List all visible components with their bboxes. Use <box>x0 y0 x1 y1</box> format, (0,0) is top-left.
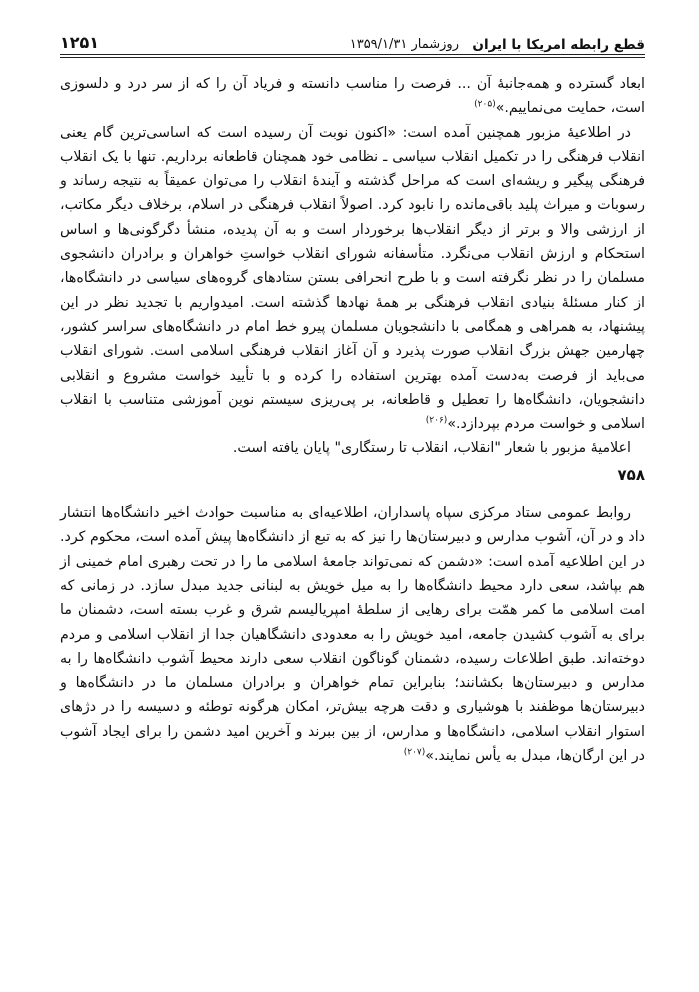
footnote-ref: (۲۰۶) <box>425 415 448 426</box>
running-header <box>60 28 645 58</box>
paragraph-closing: اعلامیهٔ مزبور با شعار "انقلاب، انقلاب تا رستگاری" پایان یافته است. <box>232 440 631 457</box>
page-number: ۱۲۵۱ <box>60 33 100 52</box>
header-rule-secondary <box>60 57 645 58</box>
paragraph-continuation: ابعاد گسترده و همه‌جانبهٔ آن ... فرصت را مناسب دانسته و فریاد آن را که از سر درد و دلسوزی است، حمایت می‌نماییم.»$^{(۲۰۵)}$ <box>60 76 645 117</box>
book-page <box>60 28 645 968</box>
paragraph-irgc-statement: روابط عمومی ستاد مرکزی سپاه پاسداران، اطلاعیه‌ای به مناسبت حوادث اخیر دانشگاه‌ها انتشار داد و در آن، آشوب مدارس و دبیرستان‌ها را نیز که به تبع از دانشگاه‌ها پیش آمده است، محکوم کرد. در این اطلاعیه آمده است: «دشمن که نمی‌تواند جامعهٔ اسلامی ما را در تحت رهبری امام خمینی از هم بپاشد، سعی دارد محیط دانشگاه‌ها را به میل خویش به لبنانی جدید مبدل سازد. در زمانی که امت اسلامی ما کمر همّت برای رهایی از سلطهٔ امپریالیسم شرق و غرب بسته است، دشمنان ما برای به آشوب کشیدن جامعه، امید خویش را به معدودی دانشگاهیان جدا از انقلاب اسلامی و مردم دوخته‌اند. طبق اطلاعات رسیده، دشمنان گوناگون انقلاب سعی دارند محیط آشوب دانشگاه‌ها را به مدارس و دبیرستان‌ها بکشانند؛ بنابراین تمام خواهران و برادران مسلمان ما در دانشگاه‌ها و دبیرستان‌ها موظفند با هوشیاری و دقت هرچه بیش‌تر، امکان هرگونه توطئه و دسیسه را در دژهای استوار انقلاب اسلامی، دانشگاه‌ها و مدارس، از بین ببرند و آخرین امید دشمن را برای ایجاد آشوب در این ارگان‌ها، مبدل به یأس نمایند.»$^{(۲۰۷)}$ <box>60 505 645 765</box>
book-title: قطع رابطه امریکا با ایران <box>472 37 645 53</box>
footnote-ref: (۲۰۷) <box>403 747 426 758</box>
entry-number: ۷۵۸ <box>617 465 645 484</box>
body-text <box>60 72 645 768</box>
footnote-ref: (۲۰۵) <box>474 99 496 110</box>
chronology-date: روزشمار ۱۳۵۹/۱/۳۱ <box>349 37 459 52</box>
header-rule <box>60 54 645 55</box>
paragraph-statement: در اطلاعیهٔ مزبور همچنین آمده است: «اکنون نوبت آن رسیده است که اساسی‌ترین گام یعنی انقلاب فرهنگی را در تکمیل انقلاب سیاسی ـ نظامی خود همچنان قاطعانه برداریم. تنها با یک انقلاب فرهنگی پیگیر و ریشه‌ای است که مراحل گذشته و آیندهٔ انقلاب را می‌توان عمیقاً به نتیجه رساند و رسوبات و میراث پلید باقی‌مانده را نابود کرد. اصولاً انقلاب فرهنگی در اسلام، برخلاف دیگر مکاتب، از ارزشی والا و برتر از دیگر انقلاب‌ها برخوردار است و به آن پدیده، منشأ دگرگونی‌ها و اساس استحکام و ارزش انقلاب می‌نگرد. متأسفانه شورای انقلاب خواستِ خواهران و برادران دانشجوی مسلمان را در نظر نگرفته است و با طرح انحرافی بستن ستادهای گروه‌های سیاسی در دانشگاه‌ها، از کنار مسئلهٔ بنیادی انقلاب فرهنگی بر همهٔ نهادها گذشته است. امیدواریم با تجدید نظر در این پیشنهاد، به همراهی و همگامی با دانشجویان مسلمان پیرو خط امام در دانشگاه‌های سراسر کشور، چهارمین جهش بزرگ انقلاب صورت پذیرد و آن آغاز انقلاب فرهنگی اسلامی است. شورای انقلاب می‌باید از فرصت به‌دست آمده بهترین استفاده را کرده و با تأیید خواست مشروع و انقلابی دانشجویان، دانشگاه‌ها را تعطیل و قاطعانه، بر پی‌ریزی سیستم نوین آموزشی متناسب با انقلاب اسلامی و خواست مردم بپردازد.»$^{(۲۰۶)}$ <box>60 124 645 433</box>
